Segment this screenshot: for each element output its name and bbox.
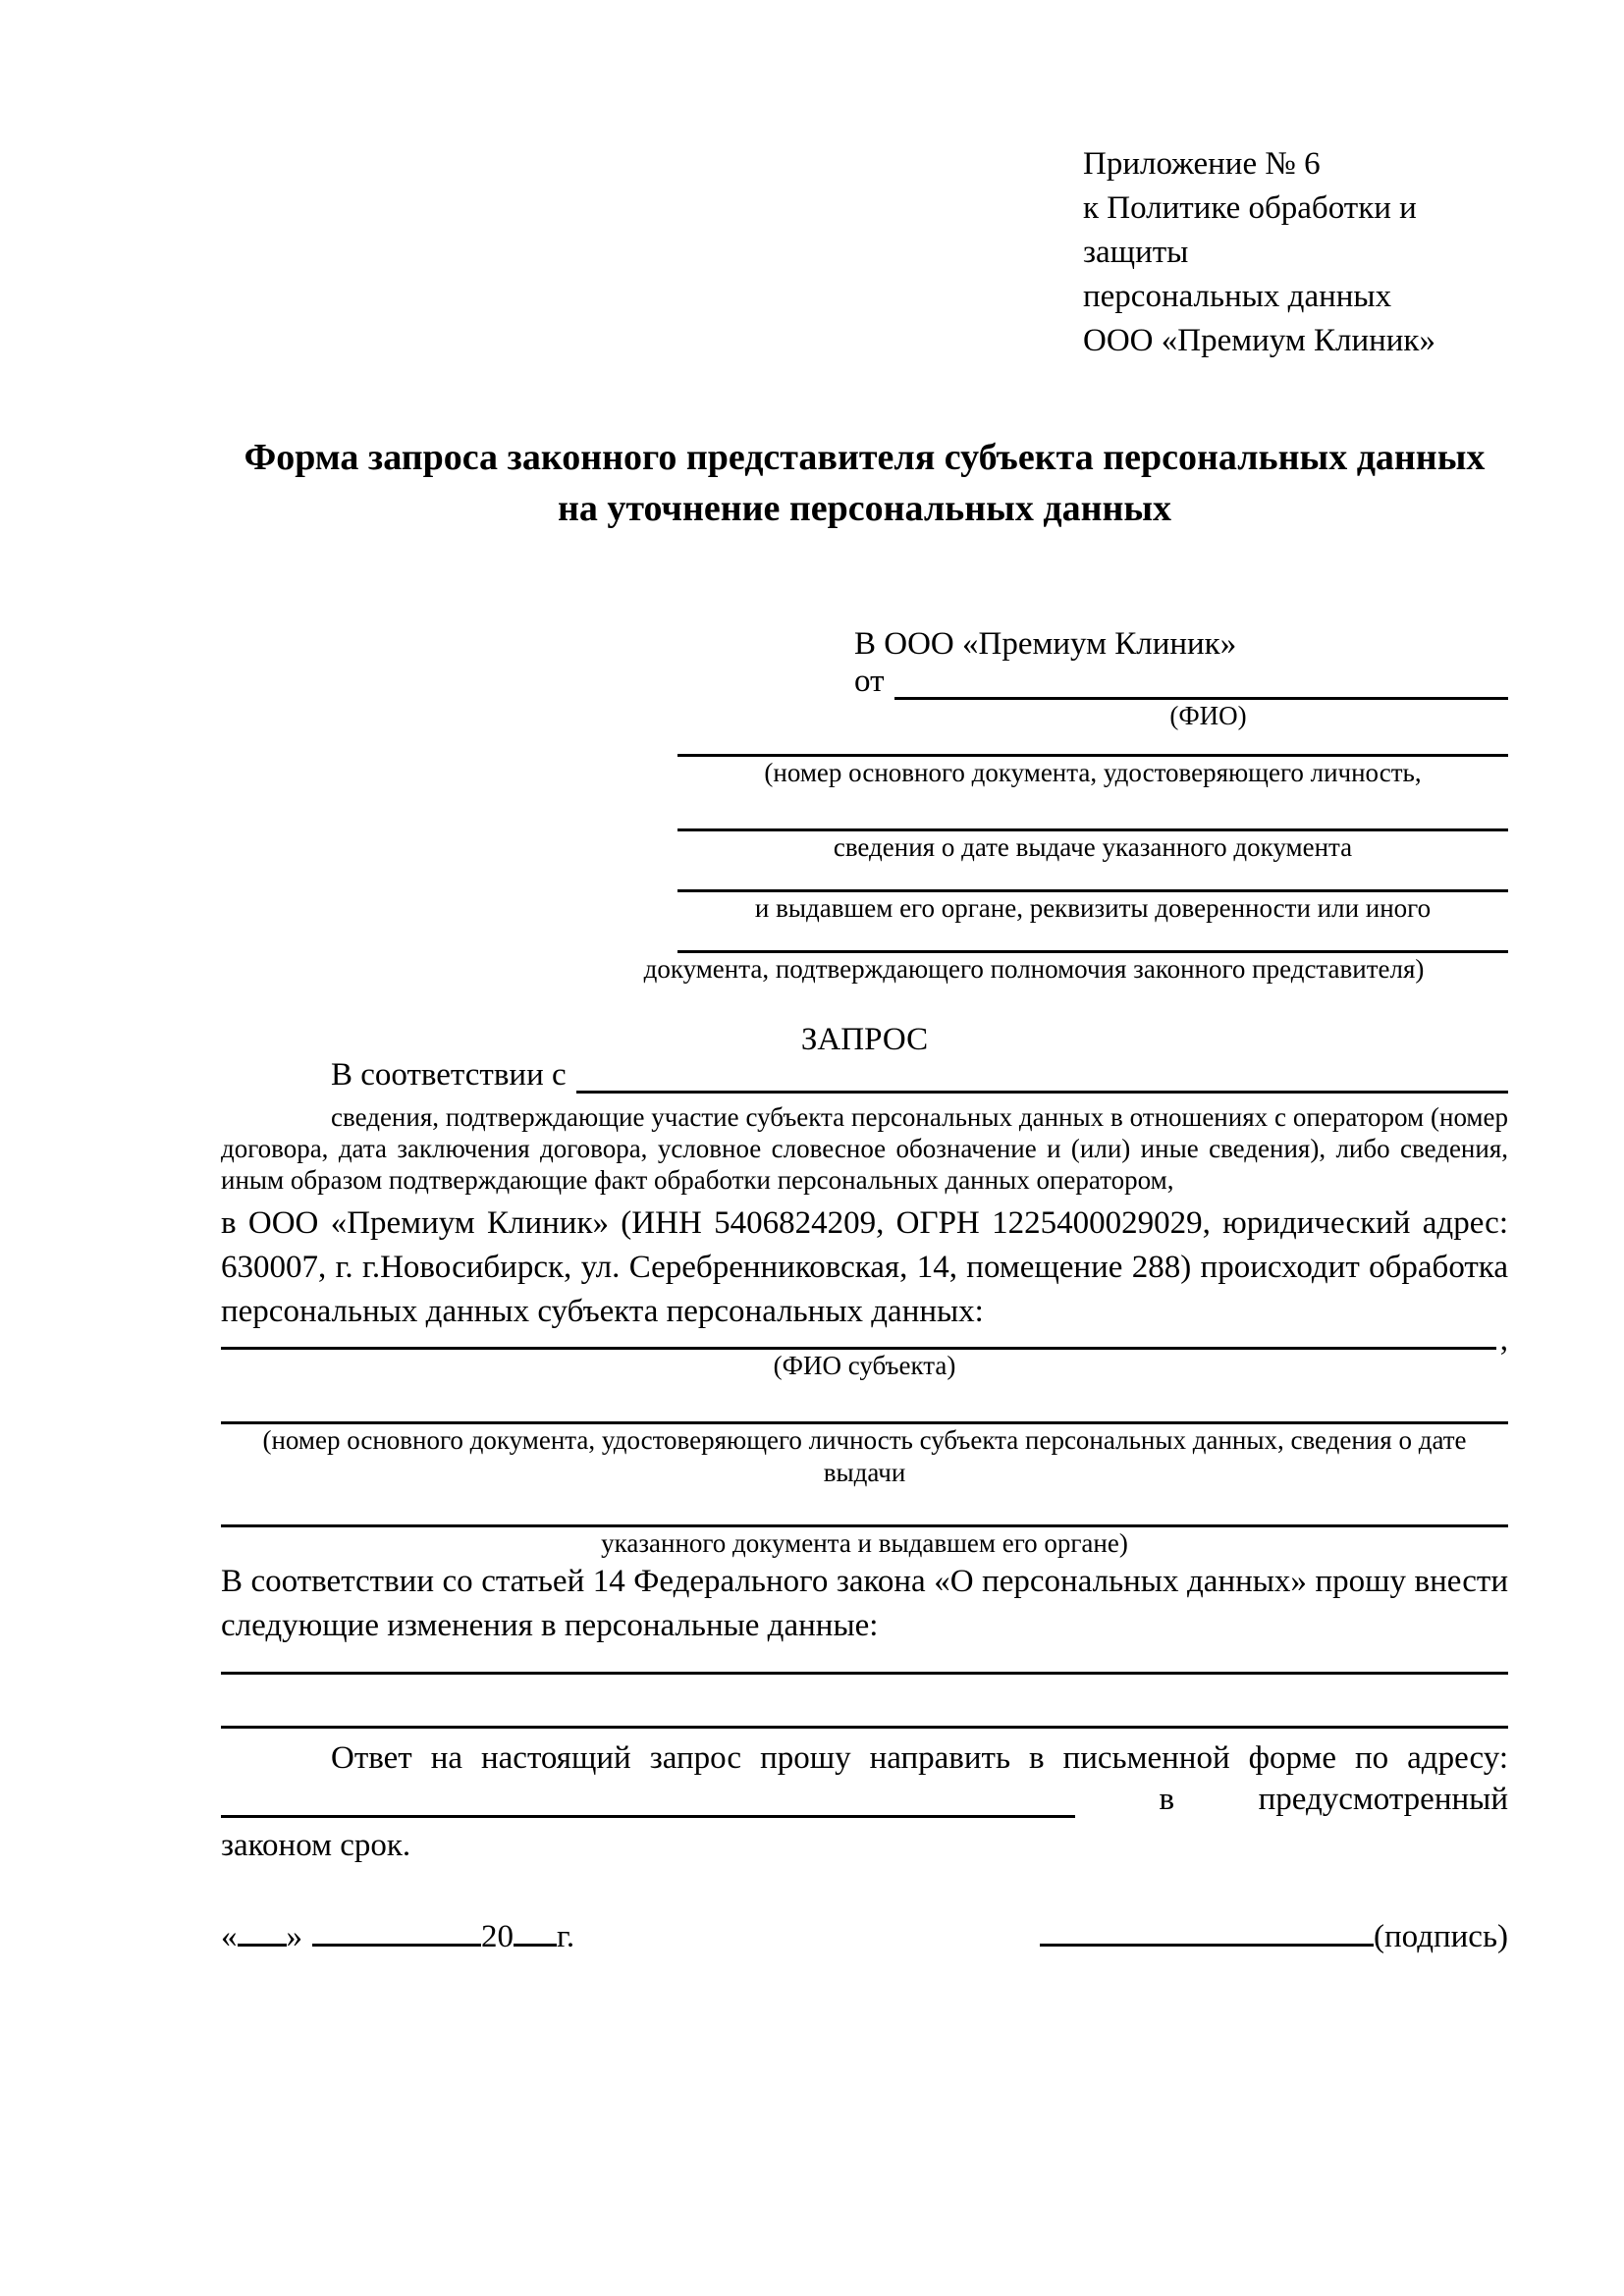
- representative-doc-caption-3: и выдавшем его органе, реквизиты доверенности или иного: [754, 893, 1432, 923]
- date-year-suffix: г.: [557, 1919, 575, 1954]
- appendix-header-line-4: ООО «Премиум Клиник»: [1083, 323, 1435, 358]
- date-month-blank-field: [312, 1940, 481, 1947]
- request-heading: ЗАПРОС: [800, 1022, 929, 1057]
- law-paragraph: В соответствии со статьей 14 Федерального закона «О персональных данных» прошу внести следующие изменения в персональные данные:: [221, 1564, 1508, 1643]
- title-line-2: на уточнение персональных данных: [557, 488, 1172, 529]
- reply-address-blank-field: [221, 1815, 1075, 1818]
- from-label: от: [854, 664, 885, 699]
- subject-doc-caption-2: указанного документа и выдавшем его органе): [601, 1528, 1128, 1558]
- subject-fio-caption: (ФИО субъекта): [773, 1351, 956, 1380]
- subject-doc-blank-field-2: [221, 1489, 1508, 1527]
- representative-doc-blank-field-2: [677, 789, 1508, 831]
- appendix-header-line-2: к Политике обработки и защиты: [1083, 190, 1417, 270]
- date-row: [221, 1917, 574, 1956]
- signature-caption: (подпись): [1374, 1919, 1508, 1954]
- reply-paragraph-line-3: законом срок.: [221, 1828, 411, 1863]
- signature-blank-field: [1040, 1940, 1374, 1947]
- reply-paragraph-line-2: [221, 1781, 1508, 1818]
- trailing-comma: ,: [1499, 1322, 1508, 1358]
- representative-doc-caption-4: документа, подтверждающего полномочия законного представителя): [643, 954, 1425, 984]
- changes-blank-field-1: [221, 1648, 1508, 1675]
- reply-paragraph-line-1: Ответ на настоящий запрос прошу направить в письменной форме по адресу:: [331, 1740, 1508, 1776]
- reply-word-2: предусмотренный: [1258, 1782, 1508, 1817]
- intro-blank-field: [576, 1091, 1508, 1094]
- subject-fio-line: [221, 1322, 1508, 1358]
- date-year-prefix: 20: [481, 1919, 514, 1954]
- fio-caption: (ФИО): [1169, 701, 1247, 730]
- reply-word-1: в: [1159, 1782, 1175, 1817]
- request-intro-line: [221, 1057, 1508, 1094]
- date-year-blank-field: [514, 1940, 557, 1947]
- appendix-header-line-1: Приложение № 6: [1083, 146, 1321, 182]
- document-title: [221, 432, 1508, 534]
- representative-doc-caption-2: сведения о дате выдаче указанного документа: [833, 832, 1353, 862]
- addressee-to: В ООО «Премиум Клиник»: [854, 626, 1237, 662]
- subject-doc-caption-1: (номер основного документа, удостоверяющего личность субъекта персональных данных, сведения о дате выдачи: [262, 1425, 1467, 1487]
- appendix-header-line-3: персональных данных: [1083, 279, 1392, 314]
- operator-paragraph: в ООО «Премиум Клиник» (ИНН 5406824209, ОГРН 1225400029029, юридический адрес: 630007, г. г.Новосибирск, ул. Серебренниковская, 14, помещение 288) происходит обработка персональных данных субъекта персональных данных:: [221, 1205, 1508, 1329]
- date-day-blank-field: [238, 1940, 287, 1947]
- representative-doc-blank-field-3: [677, 864, 1508, 892]
- changes-blank-field-2: [221, 1675, 1508, 1729]
- date-quote-close: »: [286, 1919, 302, 1954]
- footer-row: [221, 1917, 1508, 1956]
- date-quote-open: «: [221, 1919, 238, 1954]
- signature-row: [1040, 1917, 1508, 1956]
- representative-doc-caption-1: (номер основного документа, удостоверяющего личность,: [764, 758, 1422, 787]
- intro-note: сведения, подтверждающие участие субъекта персональных данных в отношениях с оператором (номер договора, дата заключения договора, условное словесное обозначение и (или) иные сведения), либо сведения, иным образом подтверждающие факт обработки персональных данных оператором,: [221, 1102, 1508, 1195]
- subject-doc-blank-field-1: [221, 1382, 1508, 1424]
- title-line-1: Форма запроса законного представителя субъекта персональных данных: [244, 437, 1486, 478]
- appendix-header: [1083, 142, 1508, 363]
- representative-doc-blank-field-1: [677, 732, 1508, 757]
- addressee-from-line: [854, 664, 1508, 700]
- intro-label: В соответствии с: [331, 1057, 567, 1093]
- representative-doc-blank-field-4: [677, 925, 1508, 953]
- addressee-block: [643, 622, 1508, 986]
